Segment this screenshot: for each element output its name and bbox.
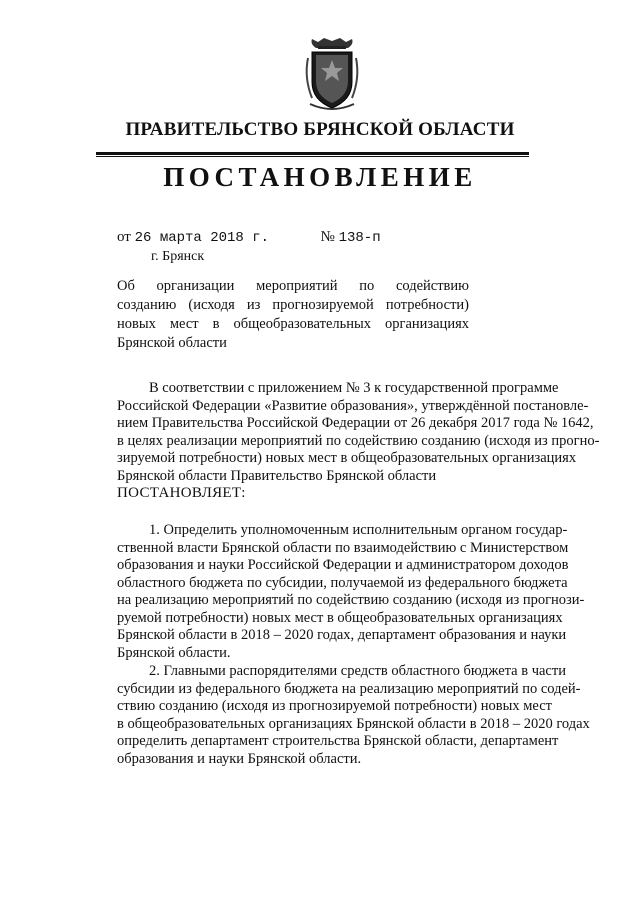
date-number-line <box>117 229 381 246</box>
paragraph-line: ствию созданию (исходя из прогнозируемой потребности) новых мест <box>117 698 552 714</box>
paragraph-line: руемой потребности) новых мест в общеобразовательных организациях <box>117 609 563 626</box>
document-date: 26 марта 2018 г. <box>134 230 270 246</box>
paragraph-line: образования и науки Российской Федерации и администратором доходов <box>117 557 569 573</box>
paragraph-line: Российской Федерации «Развитие образования», утверждённой постановле- <box>117 397 589 414</box>
date-prefix: от <box>117 229 131 245</box>
paragraph-line: Брянской области Правительство Брянской области <box>117 467 437 484</box>
paragraph-line: Брянской области. <box>117 644 231 661</box>
paragraph-line: в общеобразовательных организациях Брянской области в 2018 – 2020 годах <box>117 715 590 732</box>
subject-line: Брянской области <box>117 335 227 351</box>
coat-of-arms-icon <box>302 38 362 112</box>
item-2-paragraph <box>117 663 590 768</box>
paragraph-line: ственной власти Брянской области по взаимодействию с Министерством <box>117 539 569 556</box>
preamble-paragraph <box>117 380 600 485</box>
document-city: г. Брянск <box>151 249 205 264</box>
paragraph-line: субсидии из федерального бюджета на реализацию мероприятий по содей- <box>117 680 581 697</box>
document-number: 138-п <box>338 230 381 246</box>
paragraph-line: В соответствии с приложением № 3 к государственной программе <box>149 380 559 396</box>
item-1-paragraph <box>117 522 585 662</box>
subject-line: Об организации мероприятий по содействию <box>117 278 469 294</box>
resolves-heading: ПОСТАНОВЛЯЕТ: <box>117 485 246 501</box>
government-title: ПРАВИТЕЛЬСТВО БРЯНСКОЙ ОБЛАСТИ <box>125 119 515 140</box>
paragraph-line: определить департамент строительства Брянской области, департамент <box>117 733 559 749</box>
document-type-title: ПОСТАНОВЛЕНИЕ <box>163 162 477 192</box>
paragraph-line: нием Правительства Российской Федерации от 26 декабря 2017 года № 1642, <box>117 415 594 431</box>
header-divider-thin <box>96 156 529 157</box>
paragraph-line: Брянской области в 2018 – 2020 годах, департамент образования и науки <box>117 627 567 643</box>
paragraph-line: 2. Главными распорядителями средств областного бюджета в части <box>149 663 566 679</box>
paragraph-line: на реализацию мероприятий по содействию созданию (исходя из прогнози- <box>117 592 585 608</box>
paragraph-line: 1. Определить уполномоченным исполнительным органом государ- <box>149 522 568 538</box>
document-subject <box>117 277 469 353</box>
number-sign: № <box>320 229 335 245</box>
paragraph-line: образования и науки Брянской области. <box>117 750 362 767</box>
paragraph-line: зируемой потребности) новых мест в общеобразовательных организациях <box>117 450 577 466</box>
paragraph-line: областного бюджета по субсидии, получаемой из федерального бюджета <box>117 574 568 591</box>
subject-line: новых мест в общеобразовательных организациях <box>117 316 469 332</box>
paragraph-line: в целях реализации мероприятий по содействию созданию (исходя из прогно- <box>117 432 600 449</box>
subject-line: созданию (исходя из прогнозируемой потребности) <box>117 297 469 313</box>
header-divider-thick <box>96 152 529 155</box>
